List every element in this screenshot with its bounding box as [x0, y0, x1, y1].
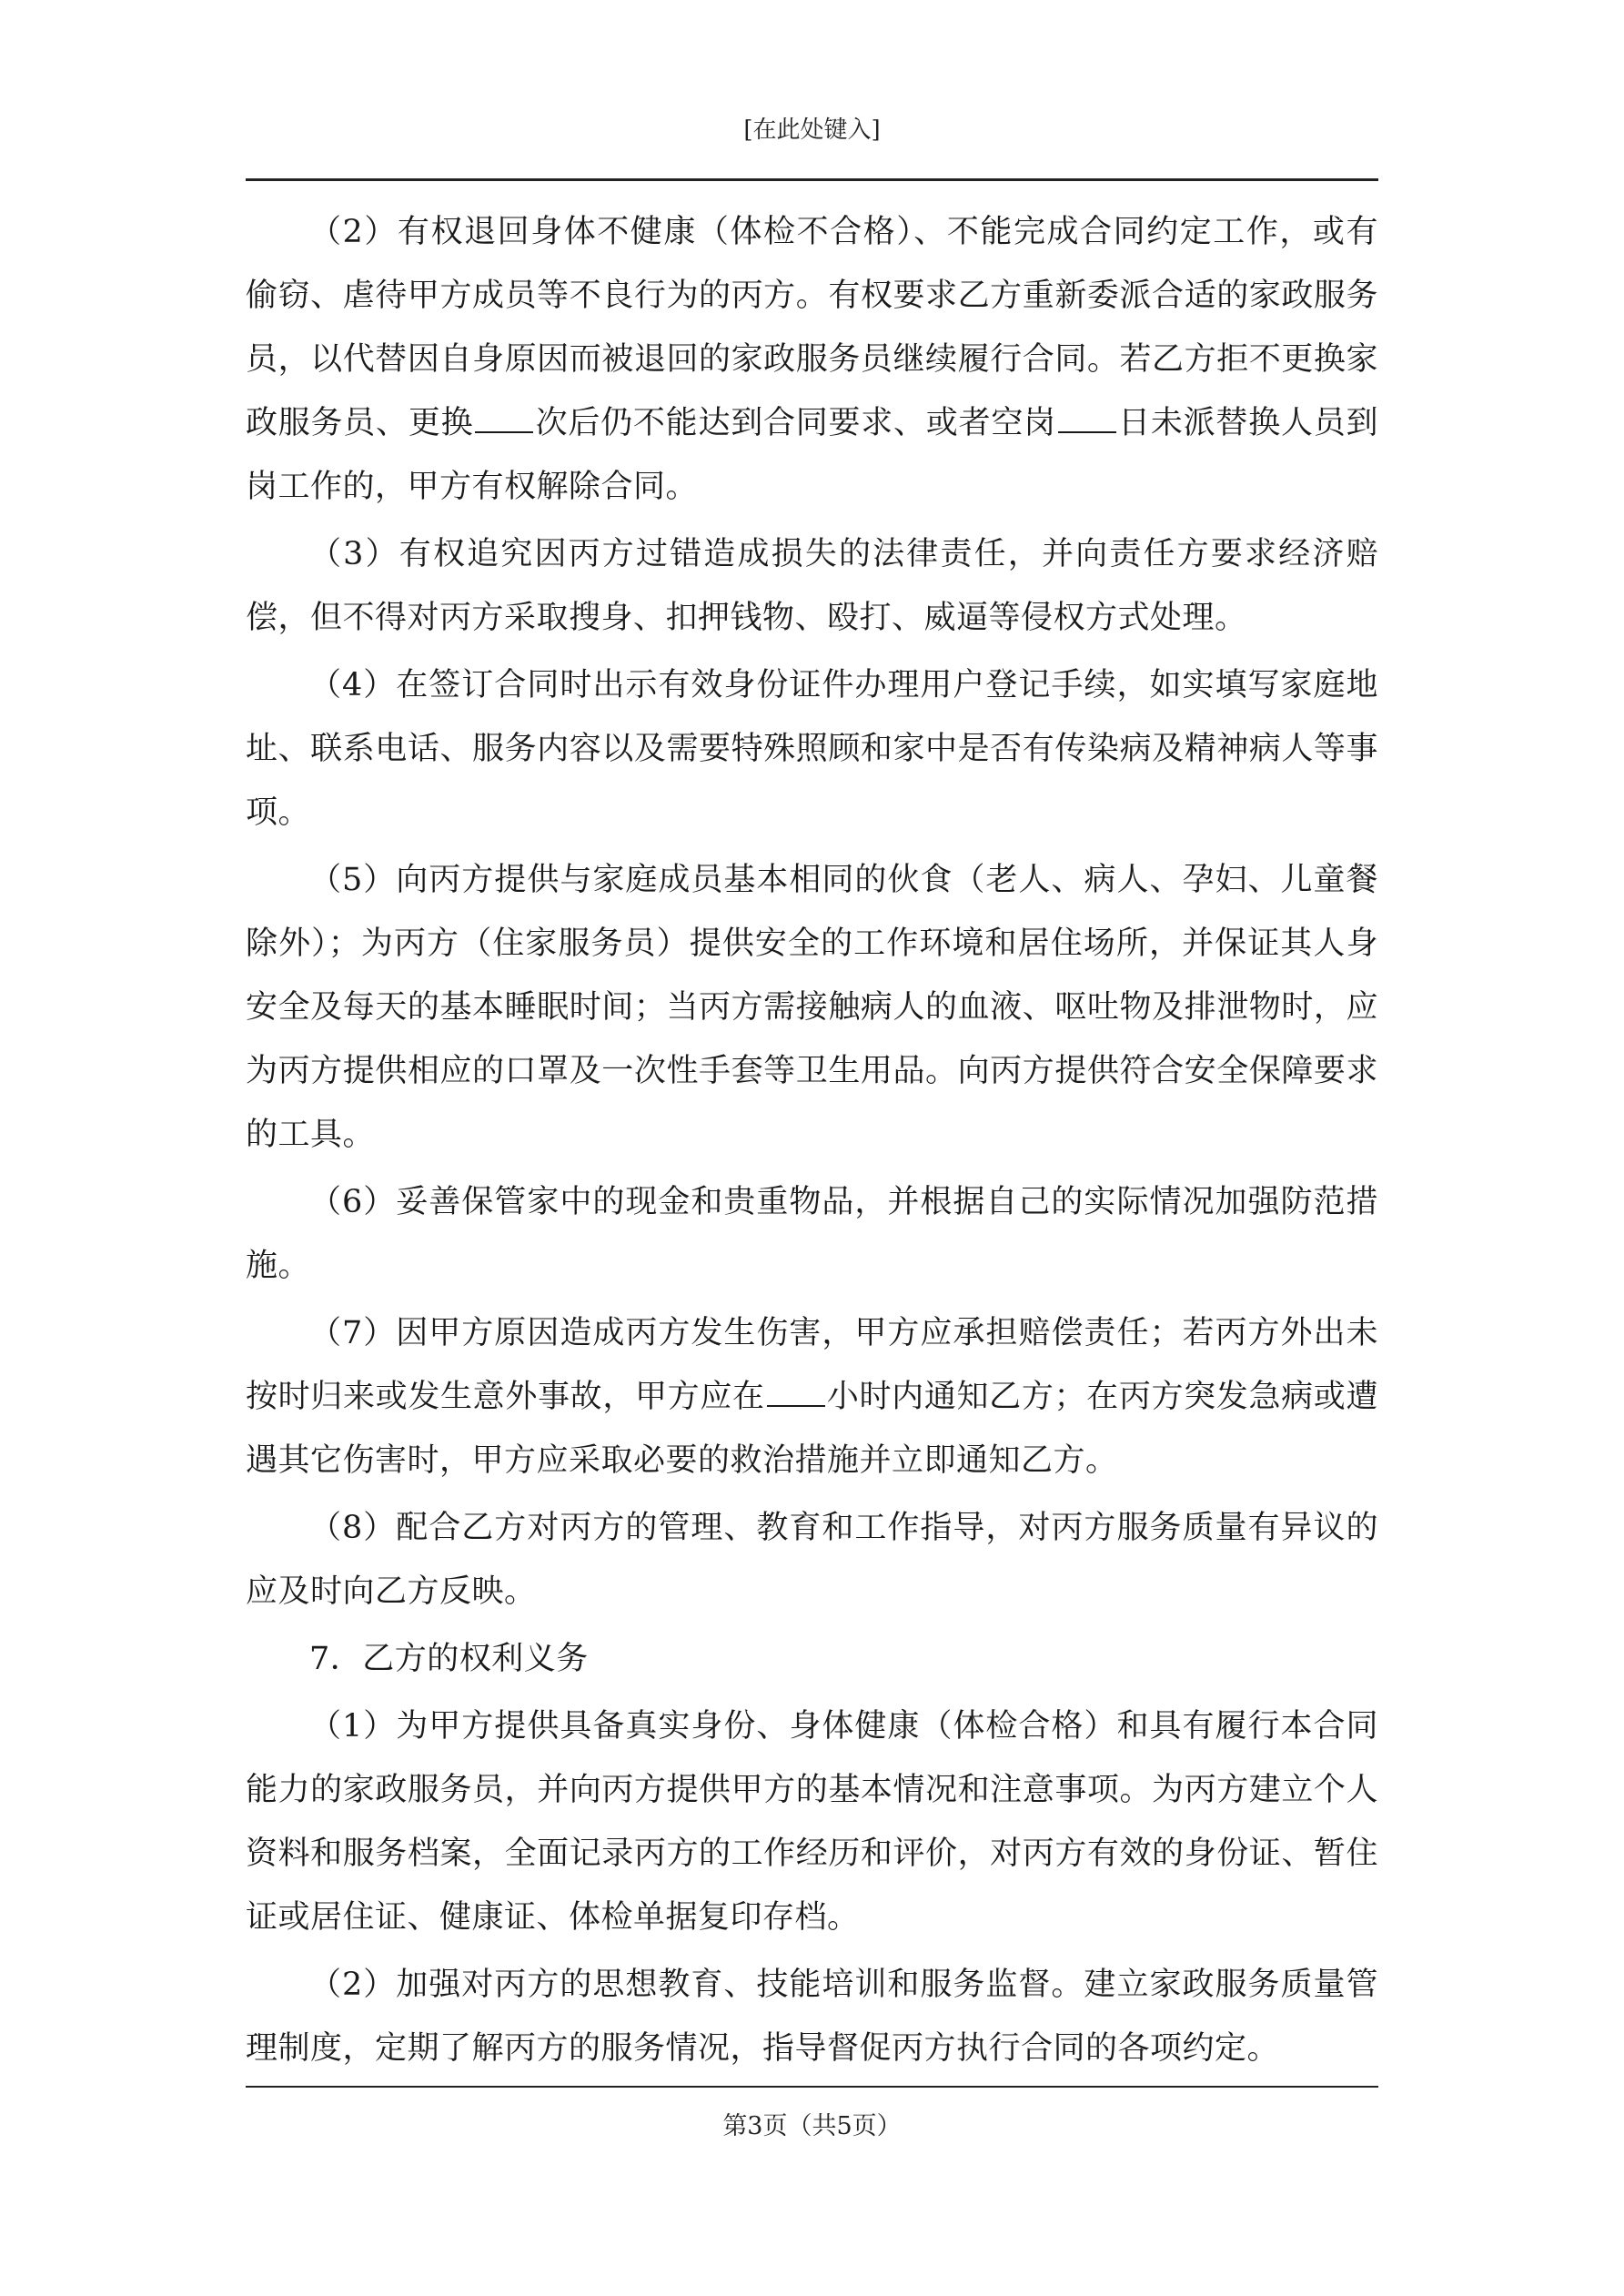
clause-6-6: （6）妥善保管家中的现金和贵重物品，并根据自己的实际情况加强防范措施。: [246, 1184, 1378, 1284]
clause-6-8: （8）配合乙方对丙方的管理、教育和工作指导，对丙方服务质量有异议的应及时向乙方反映。: [246, 1510, 1378, 1610]
clause-6-2: [246, 200, 1378, 519]
clause-6-2-part-b: 次后仍不能达到合同要求、或者空岗: [535, 405, 1056, 441]
footer-divider: [246, 2086, 1378, 2088]
page-number: 第3页（共5页）: [722, 2112, 902, 2140]
clause-7-2: （2）加强对丙方的思想教育、技能培训和服务监督。建立家政服务质量管理制度，定期了解丙方的服务情况，指导督促丙方执行合同的各项约定。: [246, 1967, 1378, 2066]
section-heading-7: 7．乙方的权利义务: [309, 1641, 589, 1677]
clause-6-7-part-a: （7）因甲方原因造成丙方发生伤害，甲方应承担赔偿责任；若丙方外出未按时归来或发生意外事故，甲方应在: [246, 1315, 1378, 1415]
fill-in-blank[interactable]: [1058, 430, 1116, 433]
header-divider: [246, 178, 1378, 181]
clause-6-7: [246, 1301, 1378, 1492]
clause-6-7-part-b: 小时内通知乙方；在丙方突发急病或遭遇其它伤害时，甲方应采取必要的救治措施并立即通知乙方。: [246, 1379, 1378, 1479]
clause-6-5: （5）向丙方提供与家庭成员基本相同的伙食（老人、病人、孕妇、儿童餐除外）；为丙方（住家服务员）提供安全的工作环境和居住场所，并保证其人身安全及每天的基本睡眠时间；当丙方需接触病人的血液、呕吐物及排泄物时，应为丙方提供相应的口罩及一次性手套等卫生用品。向丙方提供符合安全保障要求的工具。: [246, 862, 1378, 1153]
page-header[interactable]: [在此处键入]: [743, 116, 881, 144]
fill-in-blank[interactable]: [475, 430, 533, 433]
clause-6-3: （3）有权追究因丙方过错造成损失的法律责任，并向责任方要求经济赔偿，但不得对丙方采取搜身、扣押钱物、殴打、威逼等侵权方式处理。: [246, 536, 1378, 636]
document-body: [246, 200, 1378, 2066]
fill-in-blank[interactable]: [767, 1404, 825, 1407]
clause-7-1: （1）为甲方提供具备真实身份、身体健康（体检合格）和具有履行本合同能力的家政服务员，并向丙方提供甲方的基本情况和注意事项。为丙方建立个人资料和服务档案，全面记录丙方的工作经历和评价，对丙方有效的身份证、暂住证或居住证、健康证、体检单据复印存档。: [246, 1708, 1378, 1936]
clause-6-2-part-a: （2）有权退回身体不健康（体检不合格）、不能完成合同约定工作，或有偷窃、虐待甲方成员等不良行为的丙方。有权要求乙方重新委派合适的家政服务员，以代替因自身原因而被退回的家政服务员继续履行合同。若乙方拒不更换家政服务员、更换: [246, 214, 1378, 441]
clause-6-4: （4）在签订合同时出示有效身份证件办理用户登记手续，如实填写家庭地址、联系电话、服务内容以及需要特殊照顾和家中是否有传染病及精神病人等事项。: [246, 667, 1378, 831]
clause-6-2-part-c: 日未派替换人员到岗工作的，甲方有权解除合同。: [246, 405, 1378, 505]
